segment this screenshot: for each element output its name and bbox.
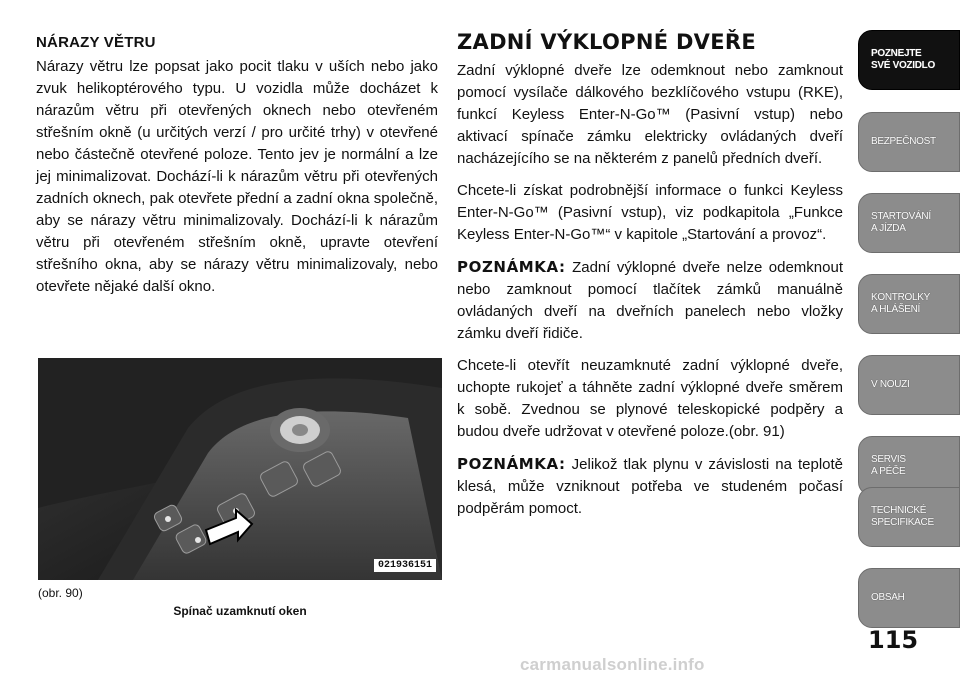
note-label: POZNÁMKA: [457, 258, 566, 276]
left-column [36, 32, 438, 308]
figure-title: Spínač uzamknutí oken [173, 604, 307, 618]
tailgate-paragraph-1: Zadní výklopné dveře lze odemknout nebo zamknout pomocí vysílače dálkového bezklíčového vstupu (RKE), funkcí Keyless Enter-N-Go™ (Pasivní vstup) nebo aktivací spínače zámku elektricky ovládaných dveří nacházejícího se na některém z panelů předních dveří. [457, 62, 843, 167]
tab-safety[interactable] [858, 112, 960, 172]
tailgate-note-2 [457, 453, 843, 520]
tab-know-your-vehicle[interactable] [858, 30, 960, 90]
tab-label: POZNEJTE SVÉ VOZIDLO [871, 48, 935, 71]
note-label: POZNÁMKA: [457, 455, 566, 473]
tab-label: SERVIS A PÉČE [871, 454, 906, 477]
tailgate-paragraph-2: Chcete-li získat podrobnější informace o funkci Keyless Enter-N-Go™ (Pasivní vstup), viz podkapitola „Funkce Keyless Enter-N-Go™“ v kapitole „Startování a provoz“. [457, 182, 843, 243]
section-heading-wind-buffeting: NÁRAZY VĚTRU [36, 34, 156, 51]
note-text: Zadní výklopné dveře nelze odemknout nebo zamknout pomocí tlačítek zámků manuálně ovládaných dveří na dveřních panelech nebo vložky zámku dveří řidiče. [457, 259, 843, 342]
tailgate-note-1 [457, 256, 843, 345]
tab-starting-and-driving[interactable] [858, 193, 960, 253]
tab-emergency[interactable] [858, 355, 960, 415]
tab-label: BEZPEČNOST [871, 136, 936, 147]
tailgate-paragraph-3: Chcete-li otevřít neuzamknuté zadní výklopné dveře, uchopte rukojeť a táhněte zadní výklopné dveře směrem k sobě. Zvednou se plynové teleskopické podpěry a budou dveře udržovat v otevřené poloze.(obr. 91) [457, 357, 843, 440]
tab-label: TECHNICKÉ SPECIFIKACE [871, 505, 934, 528]
door-panel-illustration [38, 358, 442, 580]
chapter-tabs [858, 30, 960, 625]
tab-label: OBSAH [871, 592, 905, 603]
tab-label: STARTOVÁNÍ A JÍZDA [871, 211, 931, 234]
right-column [457, 32, 843, 530]
section-heading-tailgate: ZADNÍ VÝKLOPNÉ DVEŘE [457, 30, 756, 54]
tab-label: KONTROLKY A HLÁŠENÍ [871, 292, 930, 315]
figure-code: 021936151 [374, 559, 436, 572]
page-number: 115 [868, 626, 919, 654]
watermark: carmanualsonline.info [520, 655, 705, 674]
tab-warning-lights[interactable] [858, 274, 960, 334]
wind-buffeting-paragraph: Nárazy větru lze popsat jako pocit tlaku v uších nebo jako zvuk helikoptérového typu. U vozidla může docházet k nárazům větru při otevřených oknech nebo otevřeném střešním okně (u určitých verzí / pro určité trhy) v otevřené nebo částečně otevřené poloze. Tento jev je normální a lze jej minimalizovat. Dochází-li k nárazům větru při otevřených zadních oknech, pak otevřete přední a zadní okna společně, aby se nárazy větru minimalizovaly. Dochází-li k nárazům větru při otevřeném střešním okně, upravte otevření střešního okna, aby se nárazy větru minimalizovaly, nebo otevřete nějaké další okno. [36, 58, 438, 295]
window-lock-switch-photo [38, 358, 442, 580]
tab-technical-specifications[interactable] [858, 487, 960, 547]
figure-number: (obr. 90) [38, 586, 83, 600]
note-text: Jelikož tlak plynu v závislosti na teplotě klesá, může vzniknout potřeba ve studeném počasí podpěrám pomoct. [457, 456, 843, 517]
tab-label: V NOUZI [871, 379, 910, 390]
tab-contents[interactable] [858, 568, 960, 628]
